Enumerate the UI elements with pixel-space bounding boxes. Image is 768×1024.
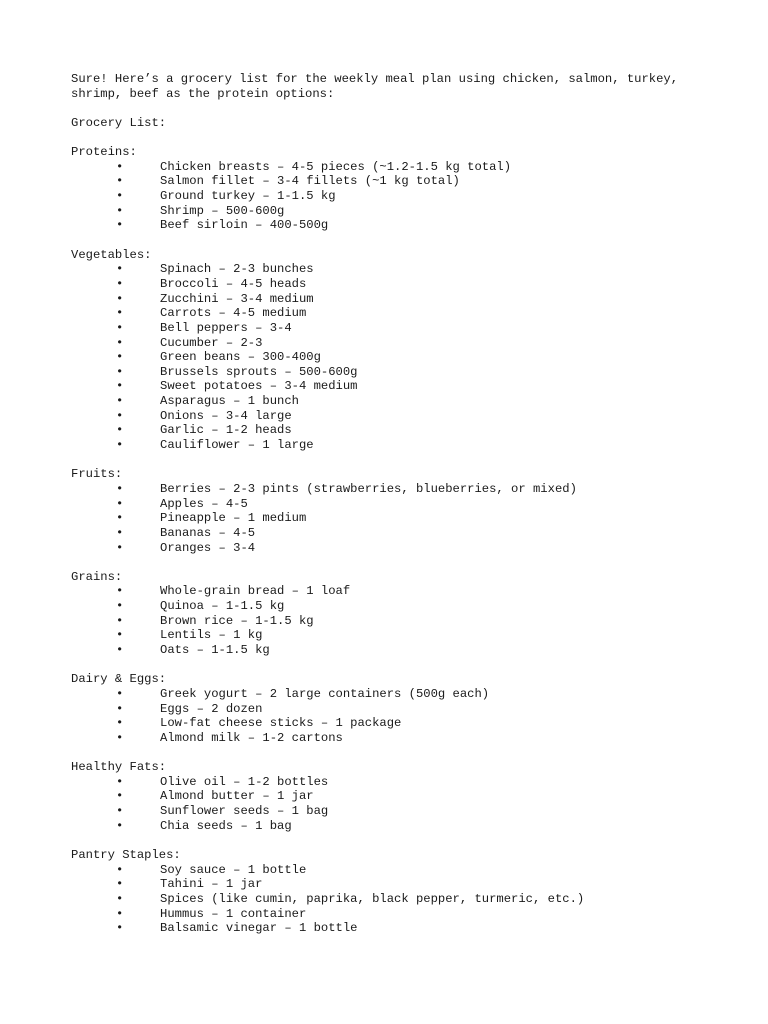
section-title: Healthy Fats: xyxy=(71,760,167,775)
list-item-text: Low-fat cheese sticks – 1 package xyxy=(160,716,402,731)
list-item-text: Eggs – 2 dozen xyxy=(160,701,263,716)
list-item xyxy=(71,394,731,409)
list-item-text: Pineapple – 1 medium xyxy=(160,511,307,526)
spacer xyxy=(71,101,731,116)
section-proteins xyxy=(71,145,731,233)
bullet-icon: • xyxy=(116,423,124,438)
list-item-text: Sunflower seeds – 1 bag xyxy=(160,804,329,819)
bullet-icon: • xyxy=(116,394,124,409)
bullet-icon: • xyxy=(116,203,124,218)
list-item-text: Brown rice – 1-1.5 kg xyxy=(160,613,314,628)
list-item-text: Quinoa – 1-1.5 kg xyxy=(160,599,285,614)
list-item xyxy=(71,350,731,365)
list-item xyxy=(71,687,731,702)
spacer xyxy=(71,453,731,468)
list-item xyxy=(71,614,731,629)
list-item xyxy=(71,379,731,394)
intro-line-2: shrimp, beef as the protein options: xyxy=(71,86,335,101)
list-item xyxy=(71,716,731,731)
bullet-icon: • xyxy=(116,481,124,496)
bullet-icon: • xyxy=(116,218,124,233)
list-item xyxy=(71,599,731,614)
bullet-icon: • xyxy=(116,320,124,335)
list-item xyxy=(71,804,731,819)
list-item-text: Green beans – 300-400g xyxy=(160,350,321,365)
grocery-list-title: Grocery List: xyxy=(71,115,167,130)
bullet-icon: • xyxy=(116,408,124,423)
bullet-icon: • xyxy=(116,730,124,745)
list-item-text: Whole-grain bread – 1 loaf xyxy=(160,584,351,599)
list-item-text: Cauliflower – 1 large xyxy=(160,438,314,453)
list-item-text: Lentils – 1 kg xyxy=(160,628,263,643)
list-item xyxy=(71,892,731,907)
list-item-text: Spices (like cumin, paprika, black pepper, turmeric, etc.) xyxy=(160,891,585,906)
list-item-text: Chicken breasts – 4-5 pieces (~1.2-1.5 kg total) xyxy=(160,159,512,174)
bullet-icon: • xyxy=(116,540,124,555)
list-item xyxy=(71,863,731,878)
list-item-text: Balsamic vinegar – 1 bottle xyxy=(160,921,358,936)
list-item-text: Asparagus – 1 bunch xyxy=(160,394,299,409)
list-item xyxy=(71,189,731,204)
bullet-icon: • xyxy=(116,189,124,204)
bullet-icon: • xyxy=(116,350,124,365)
list-item-text: Zucchini – 3-4 medium xyxy=(160,291,314,306)
section-title: Vegetables: xyxy=(71,247,152,262)
bullet-icon: • xyxy=(116,774,124,789)
bullet-icon: • xyxy=(116,599,124,614)
list-item-text: Beef sirloin – 400-500g xyxy=(160,218,329,233)
list-item xyxy=(71,218,731,233)
bullet-icon: • xyxy=(116,525,124,540)
bullet-icon: • xyxy=(116,174,124,189)
bullet-icon: • xyxy=(116,438,124,453)
list-item xyxy=(71,365,731,380)
list-item-text: Carrots – 4-5 medium xyxy=(160,306,307,321)
bullet-icon: • xyxy=(116,379,124,394)
list-item xyxy=(71,409,731,424)
list-item xyxy=(71,921,731,936)
bullet-icon: • xyxy=(116,613,124,628)
list-item-text: Oats – 1-1.5 kg xyxy=(160,642,270,657)
section-healthy-fats xyxy=(71,760,731,833)
bullet-icon: • xyxy=(116,511,124,526)
list-item-text: Broccoli – 4-5 heads xyxy=(160,276,307,291)
list-item xyxy=(71,277,731,292)
spacer xyxy=(71,233,731,248)
bullet-icon: • xyxy=(116,306,124,321)
list-item-text: Bell peppers – 3-4 xyxy=(160,320,292,335)
bullet-icon: • xyxy=(116,716,124,731)
list-item-text: Oranges – 3-4 xyxy=(160,540,256,555)
list-item-text: Shrimp – 500-600g xyxy=(160,203,285,218)
list-item-text: Ground turkey – 1-1.5 kg xyxy=(160,189,336,204)
bullet-icon: • xyxy=(116,701,124,716)
bullet-icon: • xyxy=(116,877,124,892)
section-title: Pantry Staples: xyxy=(71,847,181,862)
list-item xyxy=(71,321,731,336)
list-item-text: Hummus – 1 container xyxy=(160,906,307,921)
bullet-icon: • xyxy=(116,276,124,291)
list-item xyxy=(71,789,731,804)
bullet-icon: • xyxy=(116,804,124,819)
list-item xyxy=(71,423,731,438)
list-item xyxy=(71,306,731,321)
list-item-text: Bananas – 4-5 xyxy=(160,525,256,540)
list-item-text: Berries – 2-3 pints (strawberries, blueberries, or mixed) xyxy=(160,481,577,496)
spacer xyxy=(71,745,731,760)
list-item xyxy=(71,541,731,556)
spacer xyxy=(71,555,731,570)
list-item-text: Apples – 4-5 xyxy=(160,496,248,511)
list-item xyxy=(71,877,731,892)
list-item xyxy=(71,511,731,526)
list-item-text: Greek yogurt – 2 large containers (500g each) xyxy=(160,686,490,701)
bullet-icon: • xyxy=(116,159,124,174)
bullet-icon: • xyxy=(116,584,124,599)
bullet-icon: • xyxy=(116,862,124,877)
bullet-icon: • xyxy=(116,291,124,306)
list-item xyxy=(71,526,731,541)
list-item-text: Sweet potatoes – 3-4 medium xyxy=(160,379,358,394)
section-pantry-staples xyxy=(71,848,731,936)
list-item-text: Olive oil – 1-2 bottles xyxy=(160,774,329,789)
spacer xyxy=(71,131,731,146)
section-title: Proteins: xyxy=(71,145,137,160)
list-item-text: Soy sauce – 1 bottle xyxy=(160,862,307,877)
list-item-text: Onions – 3-4 large xyxy=(160,408,292,423)
list-item-text: Salmon fillet – 3-4 fillets (~1 kg total) xyxy=(160,174,460,189)
list-item xyxy=(71,643,731,658)
list-item xyxy=(71,497,731,512)
list-item-text: Cucumber – 2-3 xyxy=(160,335,263,350)
list-item xyxy=(71,482,731,497)
bullet-icon: • xyxy=(116,906,124,921)
list-item xyxy=(71,262,731,277)
section-vegetables xyxy=(71,248,731,453)
list-item-text: Almond butter – 1 jar xyxy=(160,789,314,804)
section-grains xyxy=(71,570,731,658)
list-item-text: Chia seeds – 1 bag xyxy=(160,818,292,833)
bullet-icon: • xyxy=(116,262,124,277)
list-item xyxy=(71,292,731,307)
grocery-sections xyxy=(71,145,731,936)
bullet-icon: • xyxy=(116,642,124,657)
bullet-icon: • xyxy=(116,921,124,936)
bullet-icon: • xyxy=(116,496,124,511)
list-item xyxy=(71,204,731,219)
list-item xyxy=(71,731,731,746)
section-dairy-eggs xyxy=(71,672,731,745)
section-fruits xyxy=(71,467,731,555)
section-title: Fruits: xyxy=(71,467,123,482)
bullet-icon: • xyxy=(116,364,124,379)
document-page xyxy=(71,72,731,936)
bullet-icon: • xyxy=(116,891,124,906)
bullet-icon: • xyxy=(116,628,124,643)
list-item xyxy=(71,628,731,643)
list-item-text: Tahini – 1 jar xyxy=(160,877,263,892)
list-item-text: Garlic – 1-2 heads xyxy=(160,423,292,438)
list-item xyxy=(71,702,731,717)
bullet-icon: • xyxy=(116,818,124,833)
list-item xyxy=(71,584,731,599)
bullet-icon: • xyxy=(116,789,124,804)
section-title: Dairy & Eggs: xyxy=(71,672,167,687)
list-item xyxy=(71,907,731,922)
list-item xyxy=(71,160,731,175)
list-item-text: Spinach – 2-3 bunches xyxy=(160,262,314,277)
bullet-icon: • xyxy=(116,686,124,701)
list-item-text: Brussels sprouts – 500-600g xyxy=(160,364,358,379)
bullet-icon: • xyxy=(116,335,124,350)
spacer xyxy=(71,658,731,673)
list-item xyxy=(71,336,731,351)
list-item xyxy=(71,775,731,790)
spacer xyxy=(71,833,731,848)
intro-line-1: Sure! Here’s a grocery list for the weekly meal plan using chicken, salmon, turkey, xyxy=(71,72,679,86)
section-title: Grains: xyxy=(71,569,123,584)
list-item xyxy=(71,819,731,834)
list-item-text: Almond milk – 1-2 cartons xyxy=(160,730,343,745)
list-item xyxy=(71,438,731,453)
list-item xyxy=(71,174,731,189)
